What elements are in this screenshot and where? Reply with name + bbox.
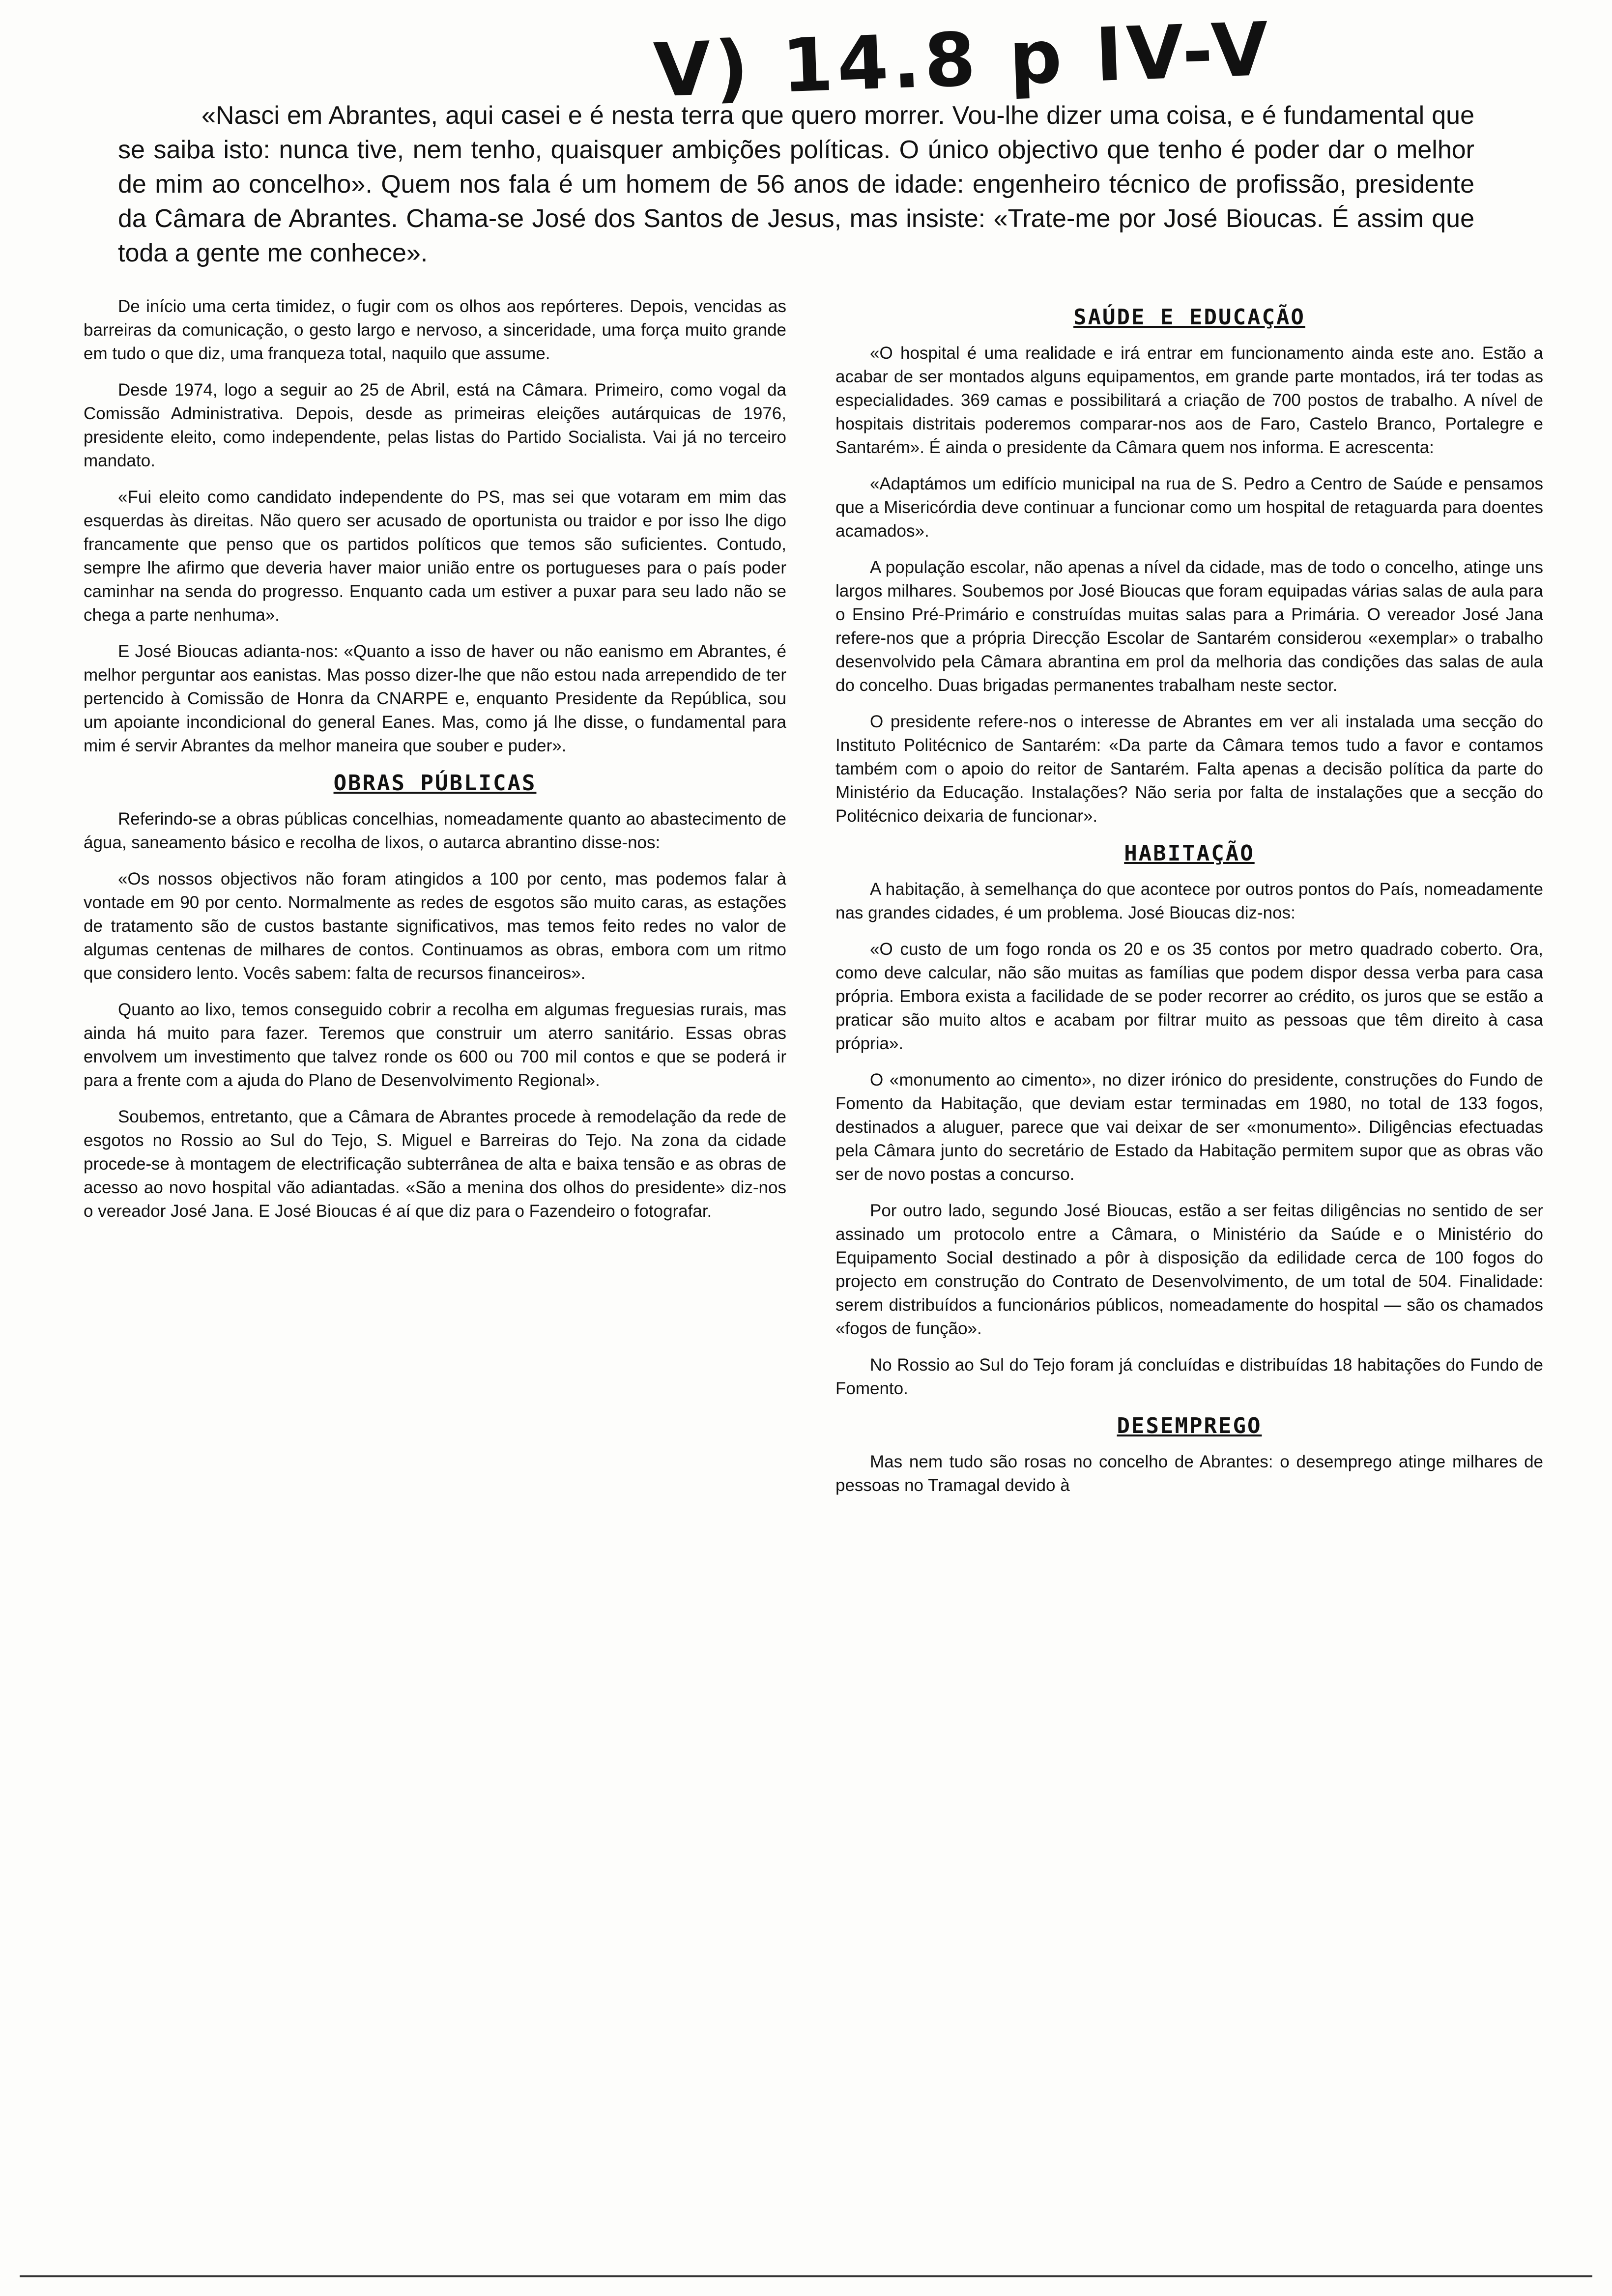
section-heading-habitacao: HABITAÇÃO: [1124, 841, 1255, 866]
paragraph: «O custo de um fogo ronda os 20 e os 35 contos por metro quadrado coberto. Ora, como deve calcular, não são muitas as famílias que podem dispor dessa verba para casa própria. Embora exista a facilidade de se poder recorrer ao crédito, os juros que se estão a praticar são muito altos e acabam por filtrar muito as pessoas que têm direito à casa própria».: [835, 940, 1543, 1053]
section-heading-obras-publicas: OBRAS PÚBLICAS: [333, 771, 537, 796]
handwritten-reference-note: V) 14.8 p IV-V: [652, 6, 1274, 114]
paragraph: Por outro lado, segundo José Bioucas, estão a ser feitas diligências no sentido de ser assinado um protocolo entre a Câmara, o Ministério da Saúde e o Ministério do Equipamento Social destinado a pôr à disposição da edilidade cerca de 100 fogos do projecto em construção do Contrato de Desenvolvimento, de um total de 504. Finalidade: serem distribuídos a funcionários públicos, nomeadamente do hospital — são os chamados «fogos de função».: [835, 1201, 1543, 1338]
section-heading-saude-educacao: SAÚDE E EDUCAÇÃO: [1073, 305, 1305, 330]
paragraph: Desde 1974, logo a seguir ao 25 de Abril, está na Câmara. Primeiro, como vogal da Comissão Administrativa. Depois, desde as primeiras eleições autárquicas de 1976, presidente eleito, como independente, pelas listas do Partido Socialista. Vai já no terceiro mandato.: [84, 380, 786, 470]
section-heading-desemprego: DESEMPREGO: [1117, 1413, 1262, 1438]
paragraph: A população escolar, não apenas a nível da cidade, mas de todo o concelho, atinge uns largos milhares. Soubemos por José Bioucas que foram equipadas várias salas de aula para o Ensino Pré-Primário e construídas muitas salas para a Primária. O vereador José Jana refere-nos que a própria Direcção Escolar de Santarém considerou «exemplar» o trabalho desenvolvido pela Câmara abrantina em prol da melhoria das condições das salas de aula do concelho. Duas brigadas permanentes trabalham neste sector.: [835, 558, 1543, 695]
paragraph: Soubemos, entretanto, que a Câmara de Abrantes procede à remodelação da rede de esgotos no Rossio ao Sul do Tejo, S. Miguel e Barreiras do Tejo. Na zona da cidade procede-se à montagem de electrificação subterrânea de alta e baixa tensão e as obras de acesso ao novo hospital vão adiantadas. «São a menina dos olhos do presidente» diz-nos o vereador José Jana. E José Bioucas é aí que diz para o Fazendeiro o fotografar.: [84, 1107, 786, 1221]
paragraph: «Adaptámos um edifício municipal na rua de S. Pedro a Centro de Saúde e pensamos que a Misericórdia deve continuar a funcionar como um hospital de retaguarda para doentes acamados».: [835, 474, 1543, 541]
lead-paragraph: «Nasci em Abrantes, aqui casei e é nesta terra que quero morrer. Vou-lhe dizer uma coisa, e é fundamental que se saiba isto: nunca tive, nem tenho, quaisquer ambições políticas. O único objectivo que tenho é poder dar o melhor de mim ao concelho». Quem nos fala é um homem de 56 anos de idade: engenheiro técnico de profissão, presidente da Câmara de Abrantes. Chama-se José dos Santos de Jesus, mas insiste: «Trate-me por José Bioucas. É assim que toda a gente me conhece».: [118, 101, 1474, 267]
paragraph: «Fui eleito como candidato independente do PS, mas sei que votaram em mim das esquerdas às direitas. Não quero ser acusado de oportunista ou traidor e por isso lhe digo francamente que penso que os partidos políticos que temos são suficientes. Contudo, sempre lhe afirmo que deveria haver maior união entre os portugueses para o país poder caminhar na senda do progresso. Enquanto cada um estiver a puxar para seu lado não se chega a parte nenhuma».: [84, 488, 786, 625]
bottom-rule: [20, 2275, 1592, 2277]
paragraph: «O hospital é uma realidade e irá entrar em funcionamento ainda este ano. Estão a acabar de ser montados alguns equipamentos, em grande parte montados, irá ter todas as especialidades. 369 camas e possibilitará a criação de 700 postos de trabalho. A nível de hospitais distritais poderemos comparar-nos aos de Faro, Castelo Branco, Portalegre e Santarém». É ainda o presidente da Câmara quem nos informa. E acrescenta:: [835, 344, 1543, 457]
paragraph: O «monumento ao cimento», no dizer irónico do presidente, construções do Fundo de Fomento da Habitação, que deviam estar terminadas em 1980, no total de 133 fogos, destinados a aluguer, parece que vai deixar de ser «monumento». Diligências efectuadas pela Câmara junto do secretário de Estado da Habitação permitem supor que as obras vão ser de novo postas a concurso.: [835, 1070, 1543, 1184]
paragraph: No Rossio ao Sul do Tejo foram já concluídas e distribuídas 18 habitações do Fundo de Fomento.: [835, 1355, 1543, 1398]
paragraph: «Os nossos objectivos não foram atingidos a 100 por cento, mas podemos falar à vontade em 90 por cento. Normalmente as redes de esgotos são muito caras, as estações de tratamento são de custos bastante significativos, mas temos feito redes no valor de algumas centenas de milhares de contos. Continuamos as obras, embora com um ritmo que considero lento. Vocês sabem: falta de recursos financeiros».: [84, 869, 786, 983]
paragraph: O presidente refere-nos o interesse de Abrantes em ver ali instalada uma secção do Instituto Politécnico de Santarém: «Da parte da Câmara temos tudo a favor e contamos também com o apoio do reitor de Santarém. Falta apenas a decisão política da parte do Ministério da Educação. Instalações? Não seria por falta de instalações que a secção do Politécnico deixaria de funcionar».: [835, 712, 1543, 826]
paragraph: Mas nem tudo são rosas no concelho de Abrantes: o desemprego atinge milhares de pessoas no Tramagal devido à: [835, 1452, 1543, 1495]
right-column: [835, 295, 1543, 2138]
paragraph: De início uma certa timidez, o fugir com os olhos aos repórteres. Depois, vencidas as barreiras da comunicação, o gesto largo e nervoso, a sinceridade, uma força muito grande em tudo o que diz, uma franqueza total, naquilo que assume.: [84, 297, 786, 363]
article-lead: [118, 98, 1474, 270]
left-column: [84, 295, 786, 2138]
paragraph: E José Bioucas adianta-nos: «Quanto a isso de haver ou não eanismo em Abrantes, é melhor perguntar aos eanistas. Mas posso dizer-lhe que não estou nada arrependido de ter pertencido à Comissão de Honra da CNARPE e, enquanto Presidente da República, sou um apoiante incondicional do general Eanes. Mas, como já lhe disse, o fundamental para mim é servir Abrantes da melhor maneira que souber e puder».: [84, 642, 786, 755]
paragraph: A habitação, à semelhança do que acontece por outros pontos do País, nomeadamente nas grandes cidades, é um problema. José Bioucas diz-nos:: [835, 880, 1543, 922]
paragraph: Referindo-se a obras públicas concelhias, nomeadamente quanto ao abastecimento de água, saneamento básico e recolha de lixos, o autarca abrantino disse-nos:: [84, 809, 786, 852]
paragraph: Quanto ao lixo, temos conseguido cobrir a recolha em algumas freguesias rurais, mas ainda há muito para fazer. Teremos que construir um aterro sanitário. Essas obras envolvem um investimento que talvez ronde os 600 ou 700 mil contos e que se poderá ir para a frente com a ajuda do Plano de Desenvolvimento Regional».: [84, 1000, 786, 1090]
